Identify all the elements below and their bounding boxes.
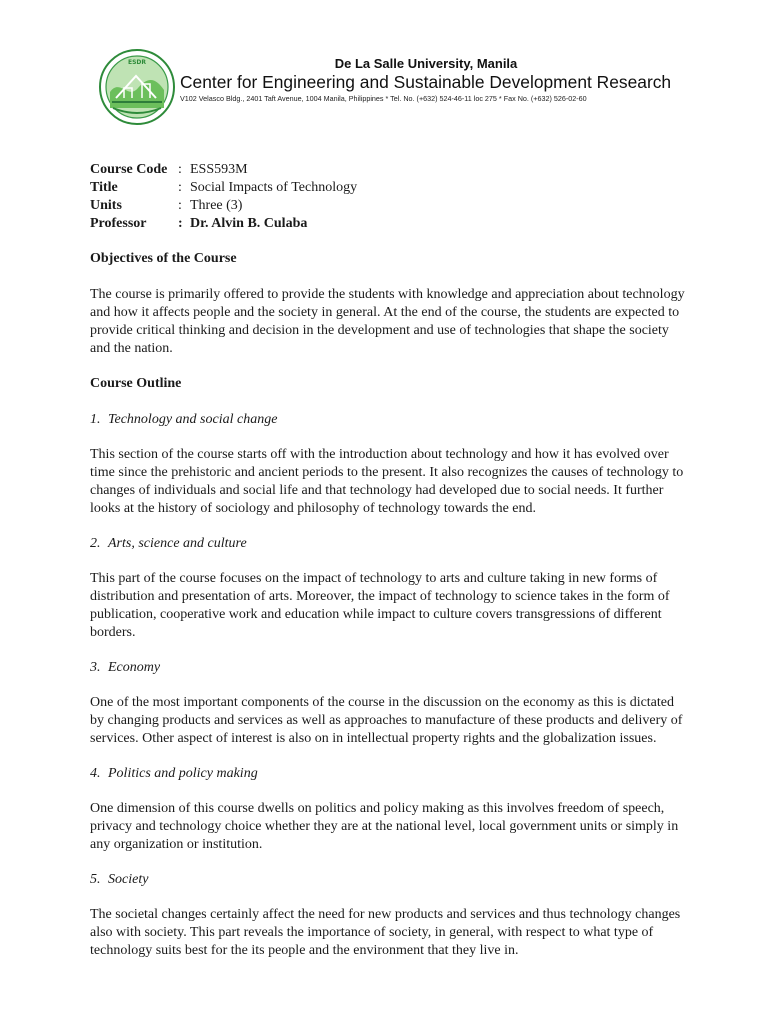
outline-heading: Course Outline xyxy=(90,376,182,391)
section-title-text: Politics and policy making xyxy=(108,766,258,781)
outline-section xyxy=(90,871,690,960)
esdr-logo xyxy=(98,48,176,126)
course-code-row xyxy=(90,161,357,179)
section-text: This section of the course starts off with the introduction about technology and how it has evolved over time since the prehistoric and ancient periods to the present. It also recognizes the causes of technology to changes of individuals and social life and that technology had developed due to social needs. It further looks at the history of sociology and philosophy of technology towards the end. xyxy=(90,447,684,516)
section-number: 5. xyxy=(90,872,101,887)
section-title-text: Technology and social change xyxy=(108,412,278,427)
objectives-heading: Objectives of the Course xyxy=(90,251,237,266)
outline-section xyxy=(90,659,690,748)
professor-colon: : xyxy=(178,216,183,231)
section-number: 3. xyxy=(90,660,101,675)
section-title xyxy=(90,659,690,677)
title-row xyxy=(90,179,357,197)
section-title-text: Economy xyxy=(108,660,161,675)
professor-row xyxy=(90,215,357,233)
outline-section xyxy=(90,765,690,854)
professor-label: Professor xyxy=(90,216,147,231)
section-text: One dimension of this course dwells on politics and policy making as this involves freedom of speech, privacy and technology choice whether they are at the national level, local government units or simply in any organization or institution. xyxy=(90,801,679,852)
course-code-label: Course Code xyxy=(90,162,168,177)
section-number: 2. xyxy=(90,536,101,551)
units-colon: : xyxy=(178,198,182,213)
section-text: The societal changes certainly affect the need for new products and services and thus technology changes also with society. This part reveals the importance of society, in general, with respect to what type of technology suits best for the its people and the environment that they live in. xyxy=(90,907,681,958)
esdr-logo-emblem-icon xyxy=(98,48,176,126)
units-row xyxy=(90,197,357,215)
units-value: Three (3) xyxy=(190,198,243,213)
course-code-colon: : xyxy=(178,162,182,177)
document-body xyxy=(90,250,690,977)
section-text: This part of the course focuses on the impact of technology to arts and culture taking in new forms of distribution and presentation of arts. Moreover, the impact of technology to science takes in the form of publication, cooperative work and education while impact to culture covers transgressions of different borders. xyxy=(90,571,670,640)
outline-section xyxy=(90,535,690,642)
center-name: Center for Engineering and Sustainable Development Research xyxy=(180,72,672,92)
course-info-table xyxy=(90,161,357,233)
course-code-value: ESS593M xyxy=(190,162,248,177)
units-label: Units xyxy=(90,198,122,213)
section-title-text: Arts, science and culture xyxy=(108,536,247,551)
professor-value: Dr. Alvin B. Culaba xyxy=(190,216,308,231)
section-title xyxy=(90,871,690,889)
center-address: V102 Velasco Bldg., 2401 Taft Avenue, 1004 Manila, Philippines * Tel. No. (+632) 524-46-11 loc 275 * Fax No. (+632) 526-02-60 xyxy=(180,94,587,103)
section-text: One of the most important components of the course in the discussion on the economy as this is dictated by changing products and services as well as approaches to manufacture of these products and delivery of services. Other aspect of interest is also on in intellectual property rights and the globalization issues. xyxy=(90,695,683,746)
title-value: Social Impacts of Technology xyxy=(190,180,358,195)
section-title xyxy=(90,765,690,783)
section-number: 1. xyxy=(90,412,101,427)
objectives-text: The course is primarily offered to provide the students with knowledge and appreciation about technology and how it affects people and the society in general. At the end of the course, the students are expected to provide critical thinking and decision in the development and use of technologies that shape the society and the nation. xyxy=(90,287,685,356)
section-title xyxy=(90,411,690,429)
logo-lettering: ESDR xyxy=(127,59,147,66)
title-colon: : xyxy=(178,180,182,195)
section-title xyxy=(90,535,690,553)
outline-section xyxy=(90,411,690,518)
section-number: 4. xyxy=(90,766,101,781)
university-name: De La Salle University, Manila xyxy=(334,56,518,71)
title-label: Title xyxy=(90,180,118,195)
section-title-text: Society xyxy=(108,872,149,887)
